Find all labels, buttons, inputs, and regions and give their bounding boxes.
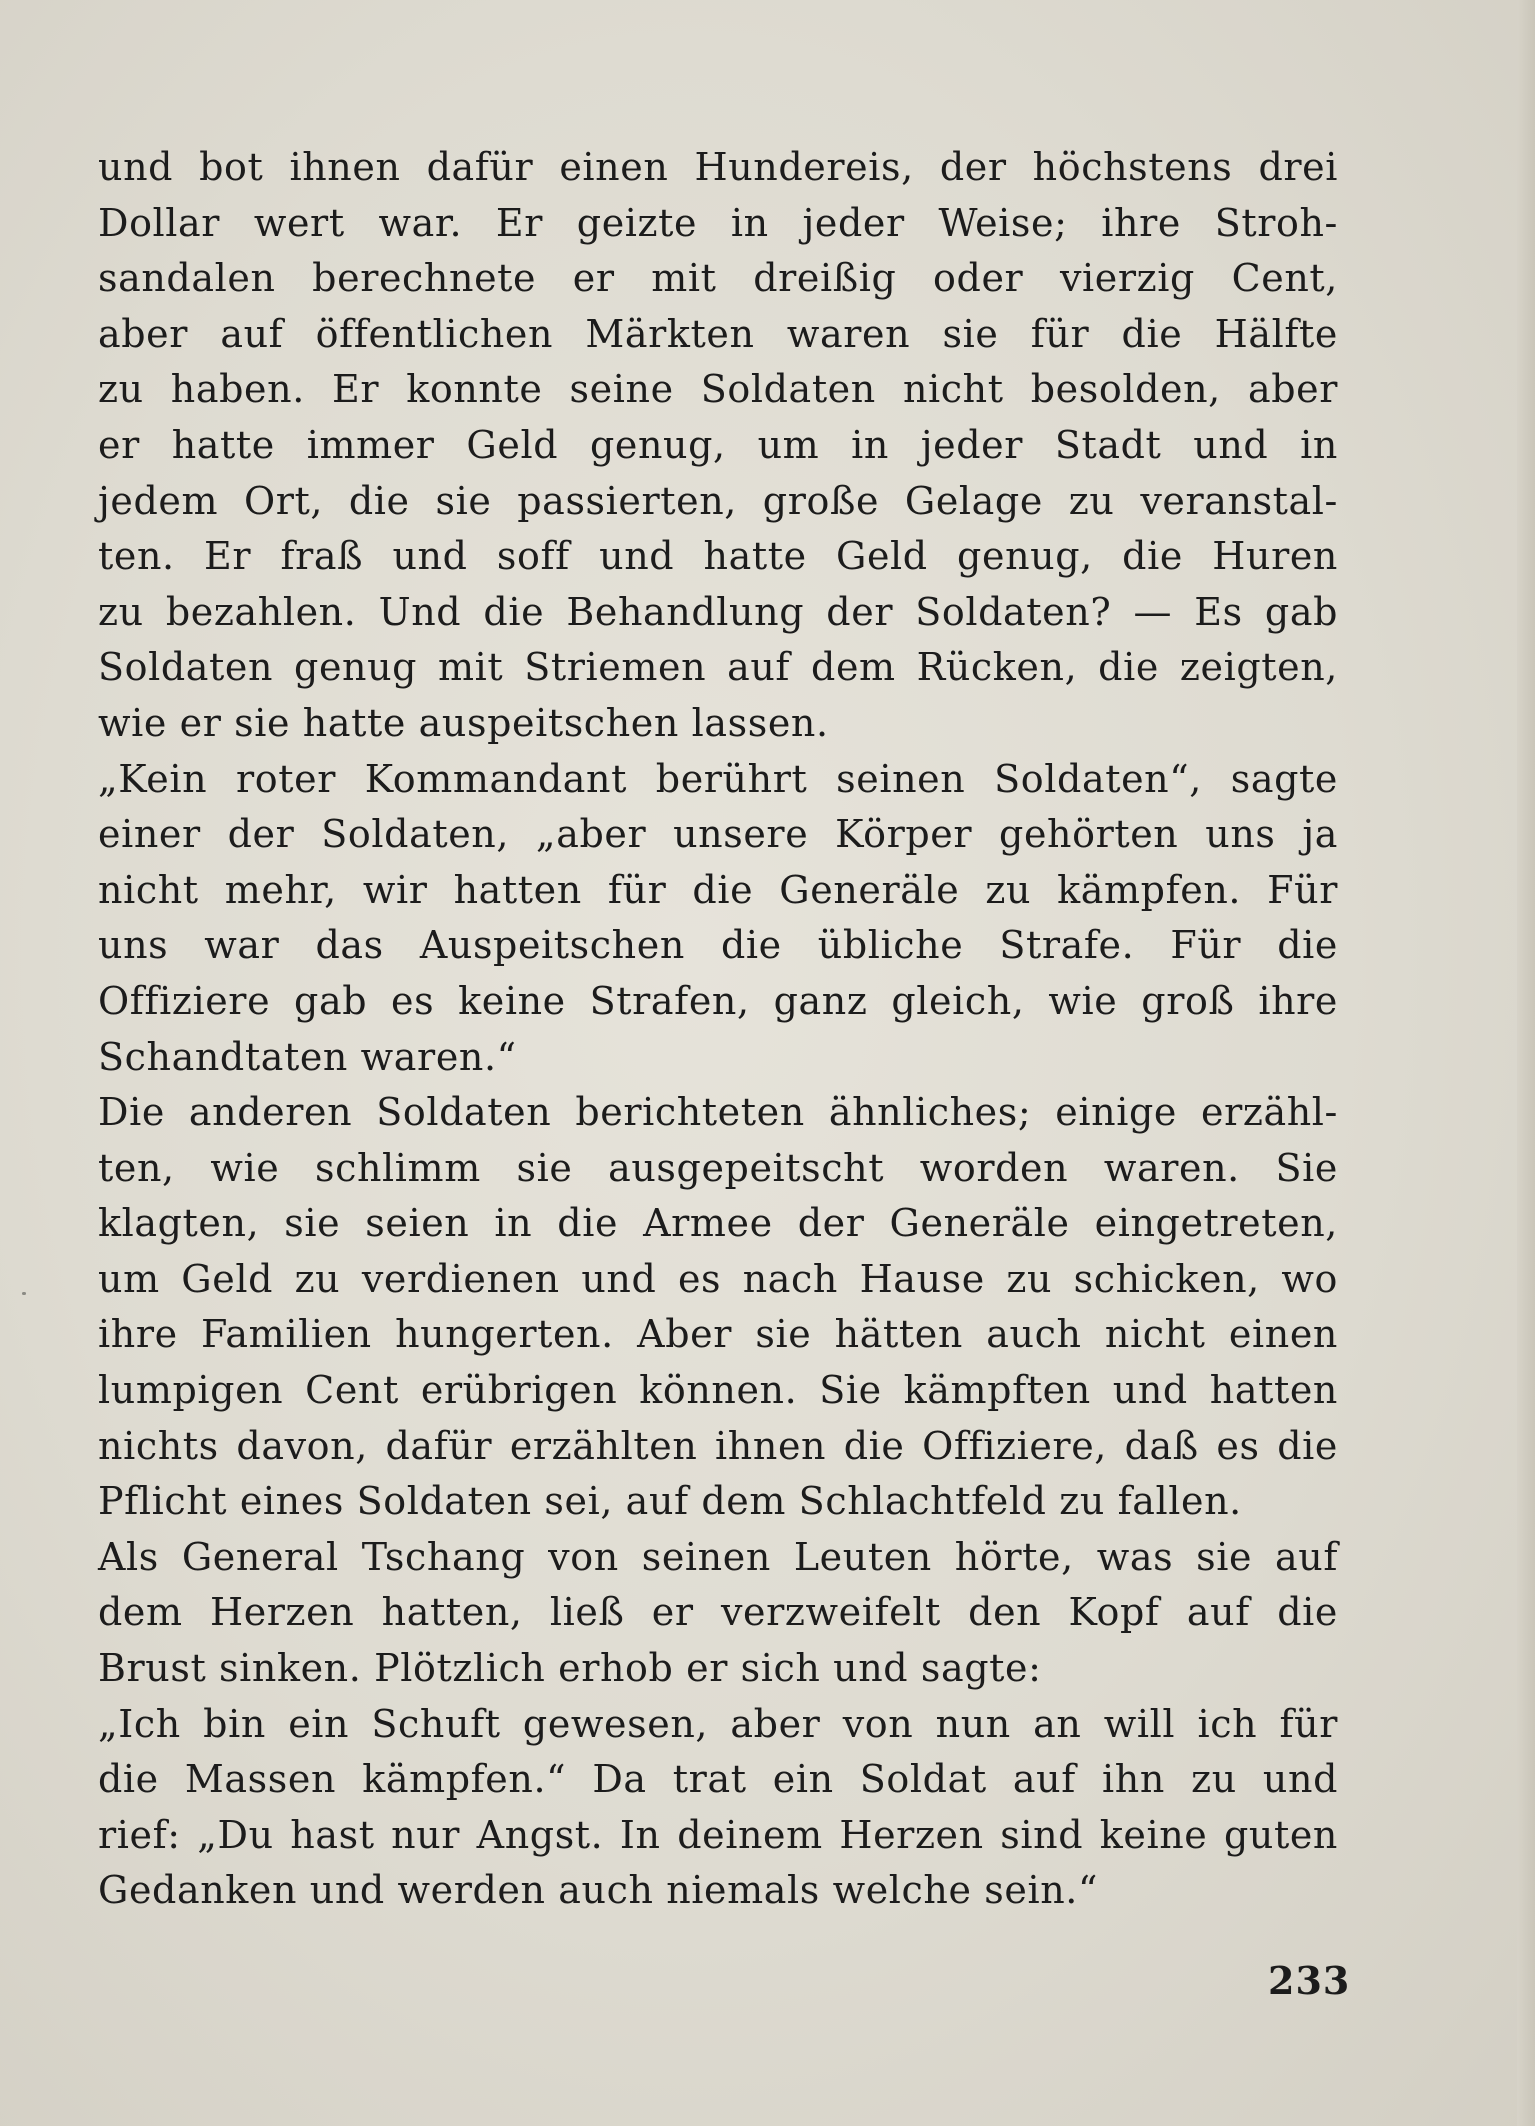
text-line: Dollar wert war. Er geizte in jeder Weise; ihre Stroh- (98, 200, 1338, 245)
text-line: um Geld zu verdienen und es nach Hause zu schicken, wo (98, 1256, 1338, 1301)
text-line: jedem Ort, die sie passierten, große Gelage zu veranstal- (98, 478, 1338, 523)
text-line: nicht mehr, wir hatten für die Generäle zu kämpfen. Für (98, 867, 1338, 912)
text-line: ten. Er fraß und soff und hatte Geld genug, die Huren (98, 534, 1338, 579)
text-line: dem Herzen hatten, ließ er verzweifelt den Kopf auf die (98, 1590, 1338, 1635)
text-line: er hatte immer Geld genug, um in jeder Stadt und in (98, 422, 1338, 467)
text-line: rief: „Du hast nur Angst. In deinem Herzen sind keine guten (98, 1812, 1338, 1857)
text-line: Als General Tschang von seinen Leuten hörte, was sie auf (98, 1534, 1338, 1579)
text-line: lumpigen Cent erübrigen können. Sie kämpften und hatten (98, 1368, 1338, 1413)
text-line: und bot ihnen dafür einen Hundereis, der höchstens drei (98, 145, 1338, 189)
text-line: zu haben. Er konnte seine Soldaten nicht besolden, aber (98, 367, 1338, 412)
text-line: die Massen kämpfen.“ Da trat ein Soldat auf ihn zu und (98, 1757, 1338, 1802)
text-line: „Kein roter Kommandant berührt seinen Soldaten“, sagte (98, 756, 1338, 801)
text-line: zu bezahlen. Und die Behandlung der Soldaten? — Es gab (98, 589, 1338, 634)
text-line: nichts davon, dafür erzählten ihnen die Offiziere, daß es die (98, 1423, 1338, 1468)
text-line: Offiziere gab es keine Strafen, ganz gleich, wie groß ihre (98, 978, 1338, 1023)
text-line: einer der Soldaten, „aber unsere Körper gehörten uns ja (98, 812, 1338, 857)
text-line: ihre Familien hungerten. Aber sie hätten auch nicht einen (98, 1312, 1338, 1357)
page-edge (1517, 0, 1535, 2126)
text-line: uns war das Auspeitschen die übliche Strafe. Für die (98, 923, 1338, 968)
text-line: sandalen berechnete er mit dreißig oder vierzig Cent, (98, 256, 1338, 301)
text-line: aber auf öffentlichen Märkten waren sie für die Hälfte (98, 311, 1338, 356)
text-line: Schandtaten waren.“ (98, 1034, 517, 1079)
text-line: Die anderen Soldaten berichteten ähnliches; einige erzähl- (98, 1090, 1338, 1135)
text-line: klagten, sie seien in die Armee der Generäle eingetreten, (98, 1201, 1338, 1246)
text-line: Pflicht eines Soldaten sei, auf dem Schlachtfeld zu fallen. (98, 1479, 1242, 1524)
text-line: Soldaten genug mit Striemen auf dem Rücken, die zeigten, (98, 645, 1338, 690)
margin-speck (22, 1292, 26, 1295)
text-line: Brust sinken. Plötzlich erhob er sich und sagte: (98, 1646, 1042, 1691)
text-line: „Ich bin ein Schuft gewesen, aber von nun an will ich für (98, 1701, 1338, 1746)
text-line: wie er sie hatte auspeitschen lassen. (98, 700, 829, 745)
body-text (98, 140, 1338, 1919)
page-number: 233 (1268, 1958, 1351, 2003)
text-line: ten, wie schlimm sie ausgepeitscht worden waren. Sie (98, 1145, 1338, 1190)
text-line: Gedanken und werden auch niemals welche sein.“ (98, 1868, 1098, 1913)
